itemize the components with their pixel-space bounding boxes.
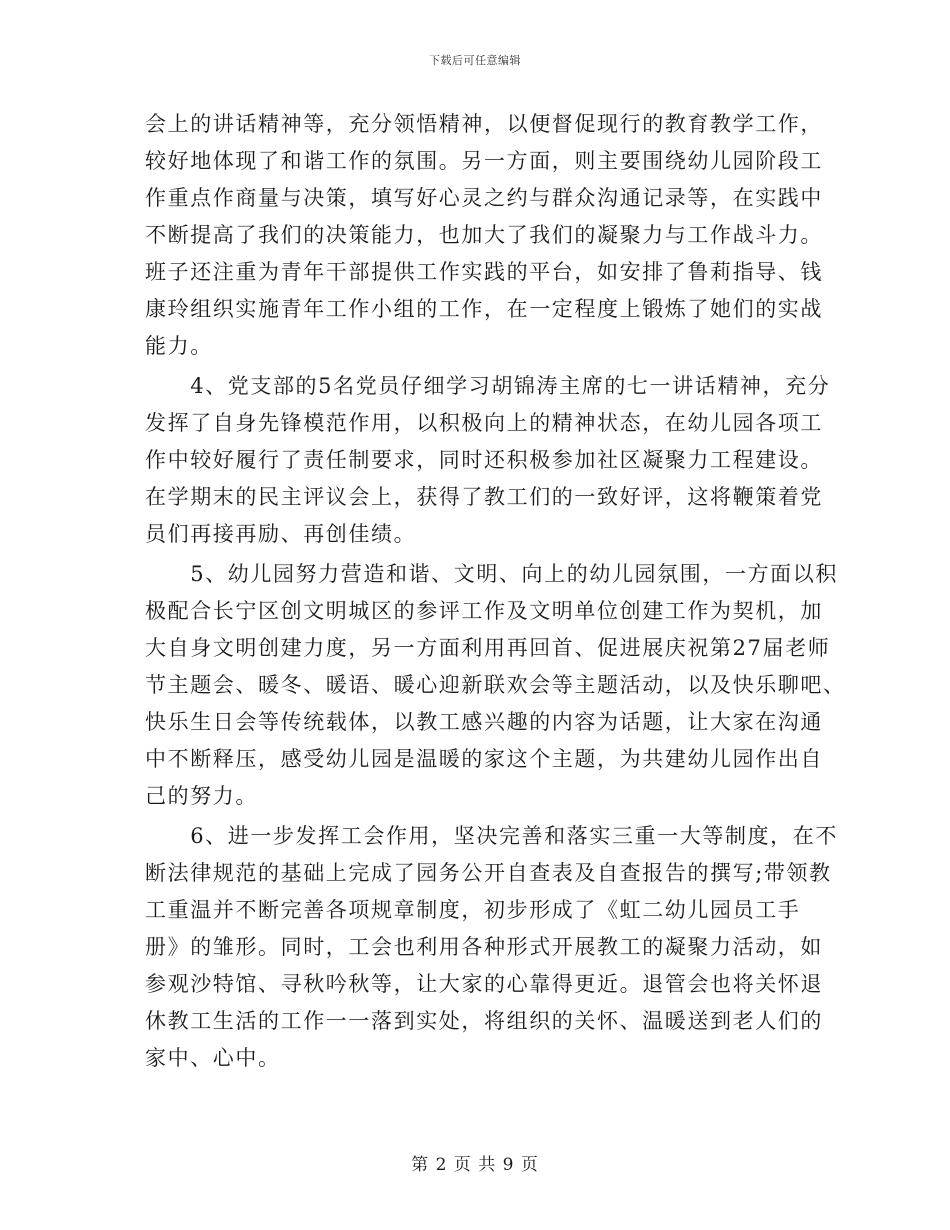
page-footer: 第 2 页 共 9 页: [411, 1155, 539, 1175]
text-line: 中不断释压，感受幼儿园是温暖的家这个主题，为共建幼儿园作出自: [145, 747, 823, 771]
text-line: 5、幼儿园努力营造和谐、文明、向上的幼儿园氛围，一方面以积: [145, 562, 838, 586]
text-line: 会上的讲话精神等，充分领悟精神，以便督促现行的教育教学工作，: [145, 112, 823, 136]
page-header: 下载后可任意编辑: [429, 54, 521, 67]
paragraph: [145, 556, 846, 815]
text-line: 册》的雏形。同时，工会也利用各种形式开展教工的凝聚力活动，如: [145, 935, 823, 959]
text-line: 不断提高了我们的决策能力，也加大了我们的凝聚力与工作战斗力。: [145, 223, 823, 247]
text-line: 休教工生活的工作一一落到实处，将组织的关怀、温暖送到老人们的: [145, 1009, 823, 1033]
text-line: 班子还注重为青年干部提供工作实践的平台，如安排了鲁莉指导、钱: [145, 260, 823, 284]
text-line: 在学期末的民主评议会上，获得了教工们的一致好评，这将鞭策着党: [145, 485, 823, 509]
text-line: 康玲组织实施青年工作小组的工作，在一定程度上锻炼了她们的实战: [145, 297, 823, 321]
text-line: 己的努力。: [145, 784, 258, 808]
paragraph: [145, 818, 838, 1077]
text-line: 家中、心中。: [145, 1046, 281, 1070]
text-line: 参观沙特馆、寻秋吟秋等，让大家的心靠得更近。退管会也将关怀退: [145, 972, 823, 996]
text-line: 快乐生日会等传统载体，以教工感兴趣的内容为话题，让大家在沟通: [145, 710, 823, 734]
text-line: 能力。: [145, 334, 213, 358]
text-line: 发挥了自身先锋模范作用，以积极向上的精神状态，在幼儿园各项工: [145, 411, 823, 435]
text-line: 员们再接再励、再创佳绩。: [145, 522, 417, 546]
text-line: 较好地体现了和谐工作的氛围。另一方面，则主要围绕幼儿园阶段工: [145, 149, 823, 173]
text-line: 作中较好履行了责任制要求，同时还积极参加社区凝聚力工程建设。: [145, 448, 823, 472]
text-line: 节主题会、暖冬、暖语、暖心迎新联欢会等主题活动，以及快乐聊吧、: [145, 673, 846, 697]
paragraph: [145, 106, 823, 365]
paragraph: [145, 368, 831, 553]
text-line: 工重温并不断完善各项规章制度，初步形成了《虹二幼儿园员工手: [145, 898, 801, 922]
body-text: [145, 106, 846, 1077]
text-line: 断法律规范的基础上完成了园务公开自查表及自查报告的撰写;带领教: [145, 861, 832, 885]
text-line: 4、党支部的5名党员仔细学习胡锦涛主席的七一讲话精神，充分: [145, 374, 831, 398]
text-line: 6、进一步发挥工会作用，坚决完善和落实三重一大等制度，在不: [145, 824, 838, 848]
text-line: 大自身文明创建力度，另一方面利用再回首、促进展庆祝第27届老师: [145, 636, 831, 660]
text-line: 作重点作商量与决策，填写好心灵之约与群众沟通记录等，在实践中: [145, 186, 823, 210]
text-line: 极配合长宁区创文明城区的参评工作及文明单位创建工作为契机，加: [145, 599, 823, 623]
